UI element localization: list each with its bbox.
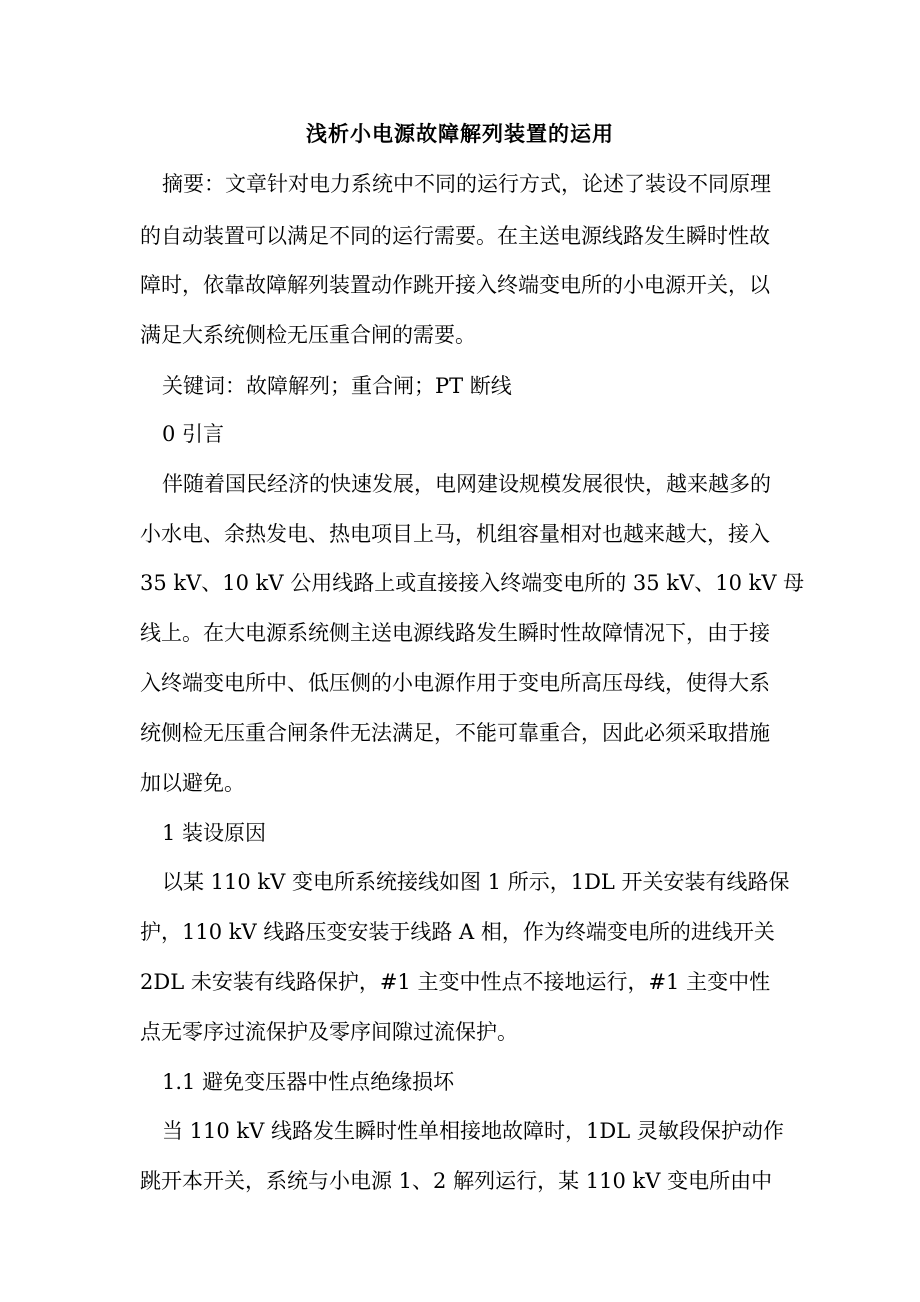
abstract-line-4: 满足大系统侧检无压重合闸的需要。 [140,323,476,347]
paragraph-line: 2DL 未安装有线路保护，#1 主变中性点不接地运行，#1 主变中性 [140,970,771,994]
keywords-line: 关键词：故障解列；重合闸；PT 断线 [162,374,512,398]
paragraph-line: 跳开本开关，系统与小电源 1、2 解列运行，某 110 kV 变电所由中 [140,1169,773,1193]
document-title: 浅析小电源故障解列装置的运用 [306,121,614,146]
paragraph-line: 统侧检无压重合闸条件无法满足，不能可靠重合，因此必须采取措施 [140,721,770,745]
section-heading-1-1: 1.1 避免变压器中性点绝缘损坏 [162,1070,455,1094]
abstract-line-1: 摘要：文章针对电力系统中不同的运行方式，论述了装设不同原理 [162,172,771,196]
paragraph-line: 入终端变电所中、低压侧的小电源作用于变电所高压母线，使得大系 [140,671,770,695]
paragraph-line: 小水电、余热发电、热电项目上马，机组容量相对也越来越大，接入 [140,522,770,546]
section-heading-1: 1 装设原因 [162,821,267,845]
abstract-line-2: 的自动装置可以满足不同的运行需要。在主送电源线路发生瞬时性故 [140,224,770,248]
section-heading-intro: 0 引言 [162,422,225,446]
paragraph-line: 伴随着国民经济的快速发展，电网建设规模发展很快，越来越多的 [162,472,771,496]
paragraph-line: 线上。在大电源系统侧主送电源线路发生瞬时性故障情况下，由于接 [140,621,770,645]
paragraph-line: 点无零序过流保护及零序间隙过流保护。 [140,1020,518,1044]
abstract-line-3: 障时，依靠故障解列装置动作跳开接入终端变电所的小电源开关，以 [140,273,770,297]
paragraph-line: 加以避免。 [140,771,245,795]
paragraph-line: 当 110 kV 线路发生瞬时性单相接地故障时，1DL 灵敏段保护动作 [162,1119,784,1143]
paragraph-line: 35 kV、10 kV 公用线路上或直接接入终端变电所的 35 kV、10 kV 母 [140,571,805,595]
paragraph-line: 护，110 kV 线路压变安装于线路 A 相，作为终端变电所的进线开关 [140,920,775,944]
paragraph-line: 以某 110 kV 变电所系统接线如图 1 所示，1DL 开关安装有线路保 [162,870,790,894]
